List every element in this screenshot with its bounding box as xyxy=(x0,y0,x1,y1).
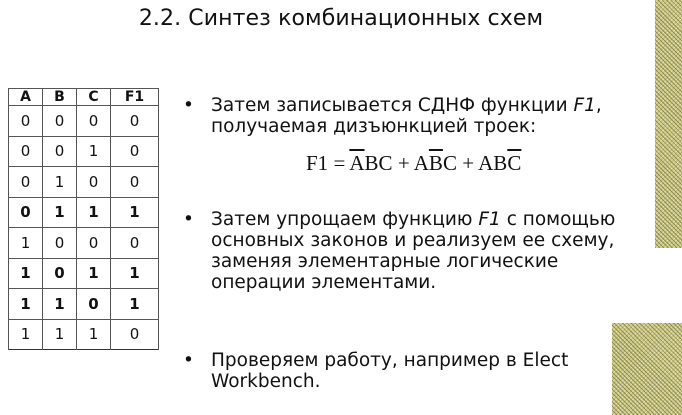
truth-table-cell: 1 xyxy=(9,319,43,350)
truth-table-header-a: A xyxy=(9,89,43,106)
truth-table-row xyxy=(9,258,159,289)
truth-table-cell: 1 xyxy=(43,289,77,320)
truth-table-cell: 0 xyxy=(43,258,77,289)
bullet-dot: • xyxy=(183,350,194,371)
truth-table-header-row xyxy=(9,89,159,106)
bullet-dot: • xyxy=(183,209,194,230)
truth-table-cell: 1 xyxy=(43,197,77,228)
truth-table-row xyxy=(9,319,159,350)
truth-table-cell: 0 xyxy=(111,136,159,167)
truth-table-cell: 1 xyxy=(9,258,43,289)
bullet-dot: • xyxy=(183,95,194,116)
truth-table-cell: 0 xyxy=(77,106,111,137)
bullet-check-line1: Проверяем работу, например в Elect xyxy=(211,350,569,371)
bullet-simplify-line3: заменяя элементарные логические xyxy=(211,251,559,272)
truth-table-cell: 1 xyxy=(9,228,43,259)
truth-table xyxy=(8,88,159,350)
sdnf-formula: $F1 = \overline{A}BC + A\overline{B}C + AB\overline{C}$ xyxy=(306,151,522,175)
truth-table-cell: 1 xyxy=(43,319,77,350)
truth-table-cell: 0 xyxy=(9,197,43,228)
truth-table-cell: 0 xyxy=(77,228,111,259)
decorative-hatch-bar-bottom xyxy=(612,323,682,415)
truth-table-cell: 0 xyxy=(77,167,111,198)
truth-table-container xyxy=(8,88,168,350)
truth-table-cell: 0 xyxy=(111,167,159,198)
truth-table-cell: 0 xyxy=(43,136,77,167)
truth-table-header-b: B xyxy=(43,89,77,106)
truth-table-row xyxy=(9,106,159,137)
truth-table-cell: 0 xyxy=(77,289,111,320)
bullet-simplify-line4: операции элементами. xyxy=(211,272,437,293)
truth-table-cell: 1 xyxy=(77,258,111,289)
truth-table-cell: 0 xyxy=(9,136,43,167)
bullet-simplify-line2: основных законов и реализуем ее схему, xyxy=(211,230,615,251)
truth-table-cell: 0 xyxy=(43,228,77,259)
truth-table-cell: 1 xyxy=(9,289,43,320)
truth-table-row xyxy=(9,289,159,320)
truth-table-cell: 1 xyxy=(43,167,77,198)
truth-table-cell: 1 xyxy=(111,197,159,228)
truth-table-row xyxy=(9,167,159,198)
truth-table-cell: 0 xyxy=(43,106,77,137)
truth-table-cell: 1 xyxy=(77,319,111,350)
bullet-simplify-line1: Затем упрощаем функцию F1 с помощью xyxy=(211,209,616,230)
truth-table-cell: 0 xyxy=(111,106,159,137)
truth-table-header-f1: F1 xyxy=(111,89,159,106)
bullet-check-line2: Workbench. xyxy=(211,371,321,392)
decorative-hatch-bar-top xyxy=(655,0,682,248)
truth-table-header-c: C xyxy=(77,89,111,106)
truth-table-cell: 1 xyxy=(77,197,111,228)
truth-table-row xyxy=(9,197,159,228)
truth-table-row xyxy=(9,136,159,167)
bullet-sdnf-line1: Затем записывается СДНФ функции F1, xyxy=(211,95,602,116)
slide-title: 2.2. Синтез комбинационных схем xyxy=(138,6,544,31)
truth-table-cell: 0 xyxy=(111,319,159,350)
truth-table-cell: 1 xyxy=(111,258,159,289)
truth-table-cell: 1 xyxy=(111,289,159,320)
bullet-sdnf-line2: получаемая дизъюнкцией троек: xyxy=(211,116,537,137)
truth-table-cell: 0 xyxy=(111,228,159,259)
truth-table-cell: 1 xyxy=(77,136,111,167)
truth-table-cell: 0 xyxy=(9,167,43,198)
truth-table-cell: 0 xyxy=(9,106,43,137)
truth-table-row xyxy=(9,228,159,259)
